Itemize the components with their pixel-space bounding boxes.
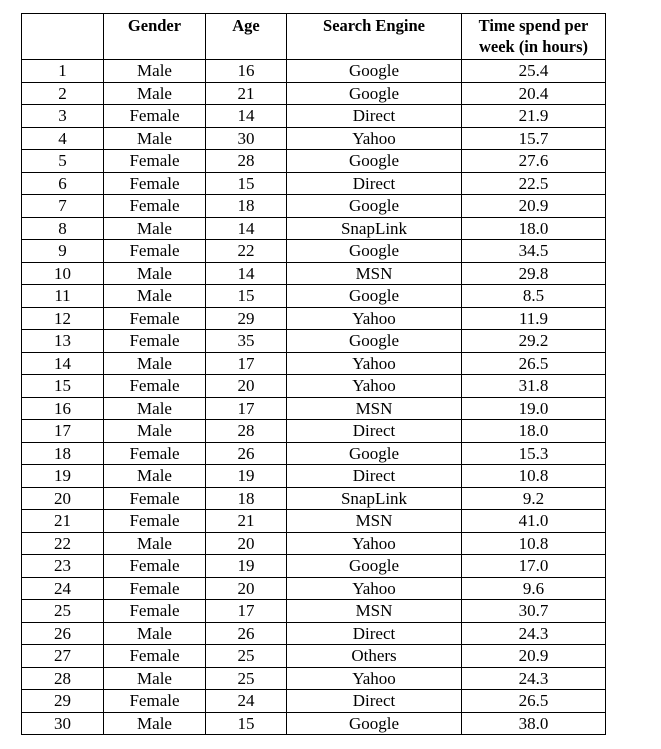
table-row — [22, 352, 606, 375]
row-index-cell: 12 — [22, 307, 104, 330]
gender-cell: Female — [104, 172, 206, 195]
time-spend-cell: 24.3 — [462, 622, 606, 645]
search-engine-cell: Yahoo — [287, 577, 462, 600]
header-time-spend: Time spend per week (in hours) — [462, 14, 606, 60]
time-spend-cell: 29.2 — [462, 330, 606, 353]
age-cell: 18 — [206, 195, 287, 218]
time-spend-cell: 10.8 — [462, 465, 606, 488]
gender-cell: Male — [104, 352, 206, 375]
gender-cell: Female — [104, 645, 206, 668]
search-engine-cell: Direct — [287, 420, 462, 443]
table-row — [22, 375, 606, 398]
search-engine-cell: Google — [287, 285, 462, 308]
header-age: Age — [206, 14, 287, 60]
search-engine-cell: Google — [287, 195, 462, 218]
time-spend-cell: 25.4 — [462, 60, 606, 83]
table-row — [22, 195, 606, 218]
table-row — [22, 645, 606, 668]
table-row — [22, 330, 606, 353]
time-spend-cell: 30.7 — [462, 600, 606, 623]
time-spend-cell: 38.0 — [462, 712, 606, 735]
search-engine-cell: Direct — [287, 690, 462, 713]
table-row — [22, 532, 606, 555]
row-index-cell: 22 — [22, 532, 104, 555]
table-row — [22, 690, 606, 713]
age-cell: 14 — [206, 262, 287, 285]
row-index-cell: 28 — [22, 667, 104, 690]
table-row — [22, 127, 606, 150]
table-row — [22, 172, 606, 195]
search-engine-cell: MSN — [287, 600, 462, 623]
age-cell: 17 — [206, 397, 287, 420]
data-table — [21, 13, 606, 735]
header-index — [22, 14, 104, 60]
age-cell: 15 — [206, 172, 287, 195]
time-spend-cell: 19.0 — [462, 397, 606, 420]
gender-cell: Female — [104, 195, 206, 218]
search-engine-cell: Google — [287, 150, 462, 173]
table-row — [22, 487, 606, 510]
table-row — [22, 285, 606, 308]
table-body — [22, 60, 606, 735]
row-index-cell: 29 — [22, 690, 104, 713]
row-index-cell: 17 — [22, 420, 104, 443]
time-spend-cell: 26.5 — [462, 690, 606, 713]
gender-cell: Female — [104, 105, 206, 128]
table-row — [22, 465, 606, 488]
age-cell: 24 — [206, 690, 287, 713]
time-spend-cell: 27.6 — [462, 150, 606, 173]
row-index-cell: 10 — [22, 262, 104, 285]
age-cell: 19 — [206, 465, 287, 488]
age-cell: 25 — [206, 645, 287, 668]
time-spend-cell: 18.0 — [462, 217, 606, 240]
row-index-cell: 24 — [22, 577, 104, 600]
row-index-cell: 11 — [22, 285, 104, 308]
gender-cell: Male — [104, 465, 206, 488]
row-index-cell: 26 — [22, 622, 104, 645]
search-engine-cell: Others — [287, 645, 462, 668]
time-spend-cell: 31.8 — [462, 375, 606, 398]
age-cell: 28 — [206, 420, 287, 443]
time-spend-cell: 41.0 — [462, 510, 606, 533]
row-index-cell: 8 — [22, 217, 104, 240]
row-index-cell: 21 — [22, 510, 104, 533]
row-index-cell: 20 — [22, 487, 104, 510]
gender-cell: Male — [104, 127, 206, 150]
row-index-cell: 2 — [22, 82, 104, 105]
time-spend-cell: 34.5 — [462, 240, 606, 263]
age-cell: 29 — [206, 307, 287, 330]
age-cell: 28 — [206, 150, 287, 173]
table-row — [22, 60, 606, 83]
search-engine-cell: Direct — [287, 105, 462, 128]
table-row — [22, 82, 606, 105]
gender-cell: Male — [104, 397, 206, 420]
age-cell: 21 — [206, 510, 287, 533]
gender-cell: Female — [104, 330, 206, 353]
time-spend-cell: 21.9 — [462, 105, 606, 128]
search-engine-cell: SnapLink — [287, 487, 462, 510]
gender-cell: Female — [104, 510, 206, 533]
table-row — [22, 577, 606, 600]
gender-cell: Male — [104, 712, 206, 735]
search-engine-cell: Google — [287, 330, 462, 353]
time-spend-cell: 17.0 — [462, 555, 606, 578]
search-engine-cell: Yahoo — [287, 127, 462, 150]
table-row — [22, 307, 606, 330]
age-cell: 15 — [206, 712, 287, 735]
row-index-cell: 1 — [22, 60, 104, 83]
time-spend-cell: 9.6 — [462, 577, 606, 600]
table-row — [22, 420, 606, 443]
time-spend-cell: 18.0 — [462, 420, 606, 443]
age-cell: 16 — [206, 60, 287, 83]
gender-cell: Female — [104, 442, 206, 465]
search-engine-cell: Yahoo — [287, 352, 462, 375]
row-index-cell: 30 — [22, 712, 104, 735]
search-engine-cell: Direct — [287, 465, 462, 488]
age-cell: 17 — [206, 600, 287, 623]
header-row — [22, 14, 606, 60]
search-engine-cell: Google — [287, 82, 462, 105]
row-index-cell: 6 — [22, 172, 104, 195]
gender-cell: Male — [104, 622, 206, 645]
gender-cell: Female — [104, 600, 206, 623]
gender-cell: Female — [104, 690, 206, 713]
age-cell: 30 — [206, 127, 287, 150]
row-index-cell: 16 — [22, 397, 104, 420]
gender-cell: Male — [104, 262, 206, 285]
age-cell: 18 — [206, 487, 287, 510]
age-cell: 15 — [206, 285, 287, 308]
age-cell: 20 — [206, 577, 287, 600]
table-row — [22, 262, 606, 285]
age-cell: 20 — [206, 375, 287, 398]
age-cell: 21 — [206, 82, 287, 105]
row-index-cell: 4 — [22, 127, 104, 150]
search-engine-cell: Google — [287, 60, 462, 83]
search-engine-cell: Direct — [287, 172, 462, 195]
age-cell: 19 — [206, 555, 287, 578]
table-row — [22, 150, 606, 173]
search-engine-cell: Google — [287, 240, 462, 263]
header-search-engine: Search Engine — [287, 14, 462, 60]
search-engine-cell: Yahoo — [287, 307, 462, 330]
table-row — [22, 217, 606, 240]
gender-cell: Male — [104, 532, 206, 555]
table-row — [22, 622, 606, 645]
table-row — [22, 600, 606, 623]
table-row — [22, 510, 606, 533]
search-engine-cell: Google — [287, 555, 462, 578]
age-cell: 14 — [206, 105, 287, 128]
gender-cell: Male — [104, 82, 206, 105]
time-spend-cell: 20.9 — [462, 645, 606, 668]
gender-cell: Male — [104, 217, 206, 240]
row-index-cell: 14 — [22, 352, 104, 375]
row-index-cell: 27 — [22, 645, 104, 668]
age-cell: 26 — [206, 442, 287, 465]
row-index-cell: 25 — [22, 600, 104, 623]
time-spend-cell: 15.3 — [462, 442, 606, 465]
search-engine-cell: Yahoo — [287, 667, 462, 690]
gender-cell: Female — [104, 555, 206, 578]
age-cell: 17 — [206, 352, 287, 375]
row-index-cell: 3 — [22, 105, 104, 128]
time-spend-cell: 9.2 — [462, 487, 606, 510]
search-engine-cell: Google — [287, 712, 462, 735]
gender-cell: Female — [104, 150, 206, 173]
gender-cell: Female — [104, 307, 206, 330]
gender-cell: Female — [104, 375, 206, 398]
time-spend-cell: 29.8 — [462, 262, 606, 285]
search-engine-cell: MSN — [287, 510, 462, 533]
table-row — [22, 555, 606, 578]
search-engine-cell: MSN — [287, 262, 462, 285]
search-engine-cell: MSN — [287, 397, 462, 420]
time-spend-cell: 15.7 — [462, 127, 606, 150]
table-row — [22, 442, 606, 465]
gender-cell: Male — [104, 60, 206, 83]
age-cell: 14 — [206, 217, 287, 240]
time-spend-cell: 24.3 — [462, 667, 606, 690]
search-engine-cell: Yahoo — [287, 532, 462, 555]
age-cell: 25 — [206, 667, 287, 690]
row-index-cell: 18 — [22, 442, 104, 465]
age-cell: 20 — [206, 532, 287, 555]
search-engine-cell: Direct — [287, 622, 462, 645]
age-cell: 26 — [206, 622, 287, 645]
time-spend-cell: 8.5 — [462, 285, 606, 308]
header-gender: Gender — [104, 14, 206, 60]
search-engine-cell: Yahoo — [287, 375, 462, 398]
gender-cell: Male — [104, 285, 206, 308]
gender-cell: Male — [104, 420, 206, 443]
table-row — [22, 667, 606, 690]
row-index-cell: 5 — [22, 150, 104, 173]
table-row — [22, 240, 606, 263]
row-index-cell: 19 — [22, 465, 104, 488]
gender-cell: Male — [104, 667, 206, 690]
gender-cell: Female — [104, 240, 206, 263]
row-index-cell: 15 — [22, 375, 104, 398]
age-cell: 35 — [206, 330, 287, 353]
time-spend-cell: 11.9 — [462, 307, 606, 330]
row-index-cell: 7 — [22, 195, 104, 218]
row-index-cell: 23 — [22, 555, 104, 578]
time-spend-cell: 20.4 — [462, 82, 606, 105]
time-spend-cell: 22.5 — [462, 172, 606, 195]
gender-cell: Female — [104, 487, 206, 510]
time-spend-cell: 20.9 — [462, 195, 606, 218]
search-engine-cell: Google — [287, 442, 462, 465]
table-row — [22, 712, 606, 735]
gender-cell: Female — [104, 577, 206, 600]
row-index-cell: 13 — [22, 330, 104, 353]
search-engine-cell: SnapLink — [287, 217, 462, 240]
time-spend-cell: 26.5 — [462, 352, 606, 375]
age-cell: 22 — [206, 240, 287, 263]
table-row — [22, 105, 606, 128]
table-row — [22, 397, 606, 420]
time-spend-cell: 10.8 — [462, 532, 606, 555]
row-index-cell: 9 — [22, 240, 104, 263]
